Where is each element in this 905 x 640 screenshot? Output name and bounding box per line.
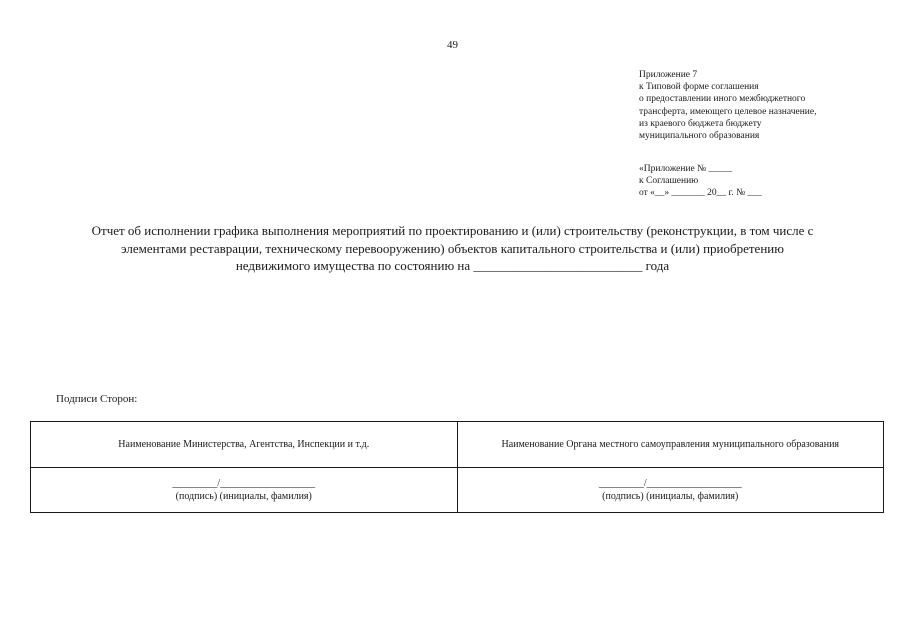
appendix-line: о предоставлении иного межбюджетного	[639, 94, 806, 105]
party-signature-municipality	[457, 468, 884, 513]
agreement-line: от «__» _______ 20__ г. № ___	[639, 188, 762, 199]
signature-caption: (подпись) (инициалы, фамилия)	[175, 491, 312, 502]
report-title-line: Отчет об исполнении графика выполнения мероприятий по проектированию и (или) строительству (реконструкции, в том числе с	[91, 223, 814, 238]
signatures-heading-row	[31, 422, 884, 468]
appendix-line: из краевого бюджета бюджету	[639, 118, 762, 129]
agreement-reference	[639, 163, 899, 200]
appendix-line: к Типовой форме соглашения	[639, 82, 759, 93]
party-heading-municipality: Наименование Органа местного самоуправления муниципального образования	[457, 422, 884, 468]
report-title-line: элементами реставрации, техническому перевооружению) объектов капитального строительства и (или) приобретению	[121, 240, 784, 256]
appendix-header	[639, 69, 899, 142]
appendix-line: трансферта, имеющего целевое назначение,	[639, 106, 817, 117]
signature-line: _________/___________________	[172, 478, 316, 489]
signatures-table	[30, 421, 884, 513]
signatures-sign-row	[31, 468, 884, 513]
signature-caption: (подпись) (инициалы, фамилия)	[602, 491, 739, 502]
report-title	[20, 222, 885, 275]
signature-line: _________/___________________	[598, 478, 742, 489]
appendix-line: Приложение 7	[639, 70, 698, 80]
party-heading-ministry: Наименование Министерства, Агентства, Инспекции и т.д.	[31, 422, 458, 468]
party-signature-ministry	[31, 468, 458, 513]
appendix-line: муниципального образования	[639, 131, 760, 142]
agreement-line: «Приложение № _____	[639, 164, 733, 174]
report-title-line: недвижимого имущества по состоянию на __________________________ года	[235, 258, 670, 273]
signatures-label: Подписи Сторон:	[56, 393, 138, 405]
page-number: 49	[447, 39, 458, 51]
agreement-line: к Соглашению	[639, 176, 699, 187]
